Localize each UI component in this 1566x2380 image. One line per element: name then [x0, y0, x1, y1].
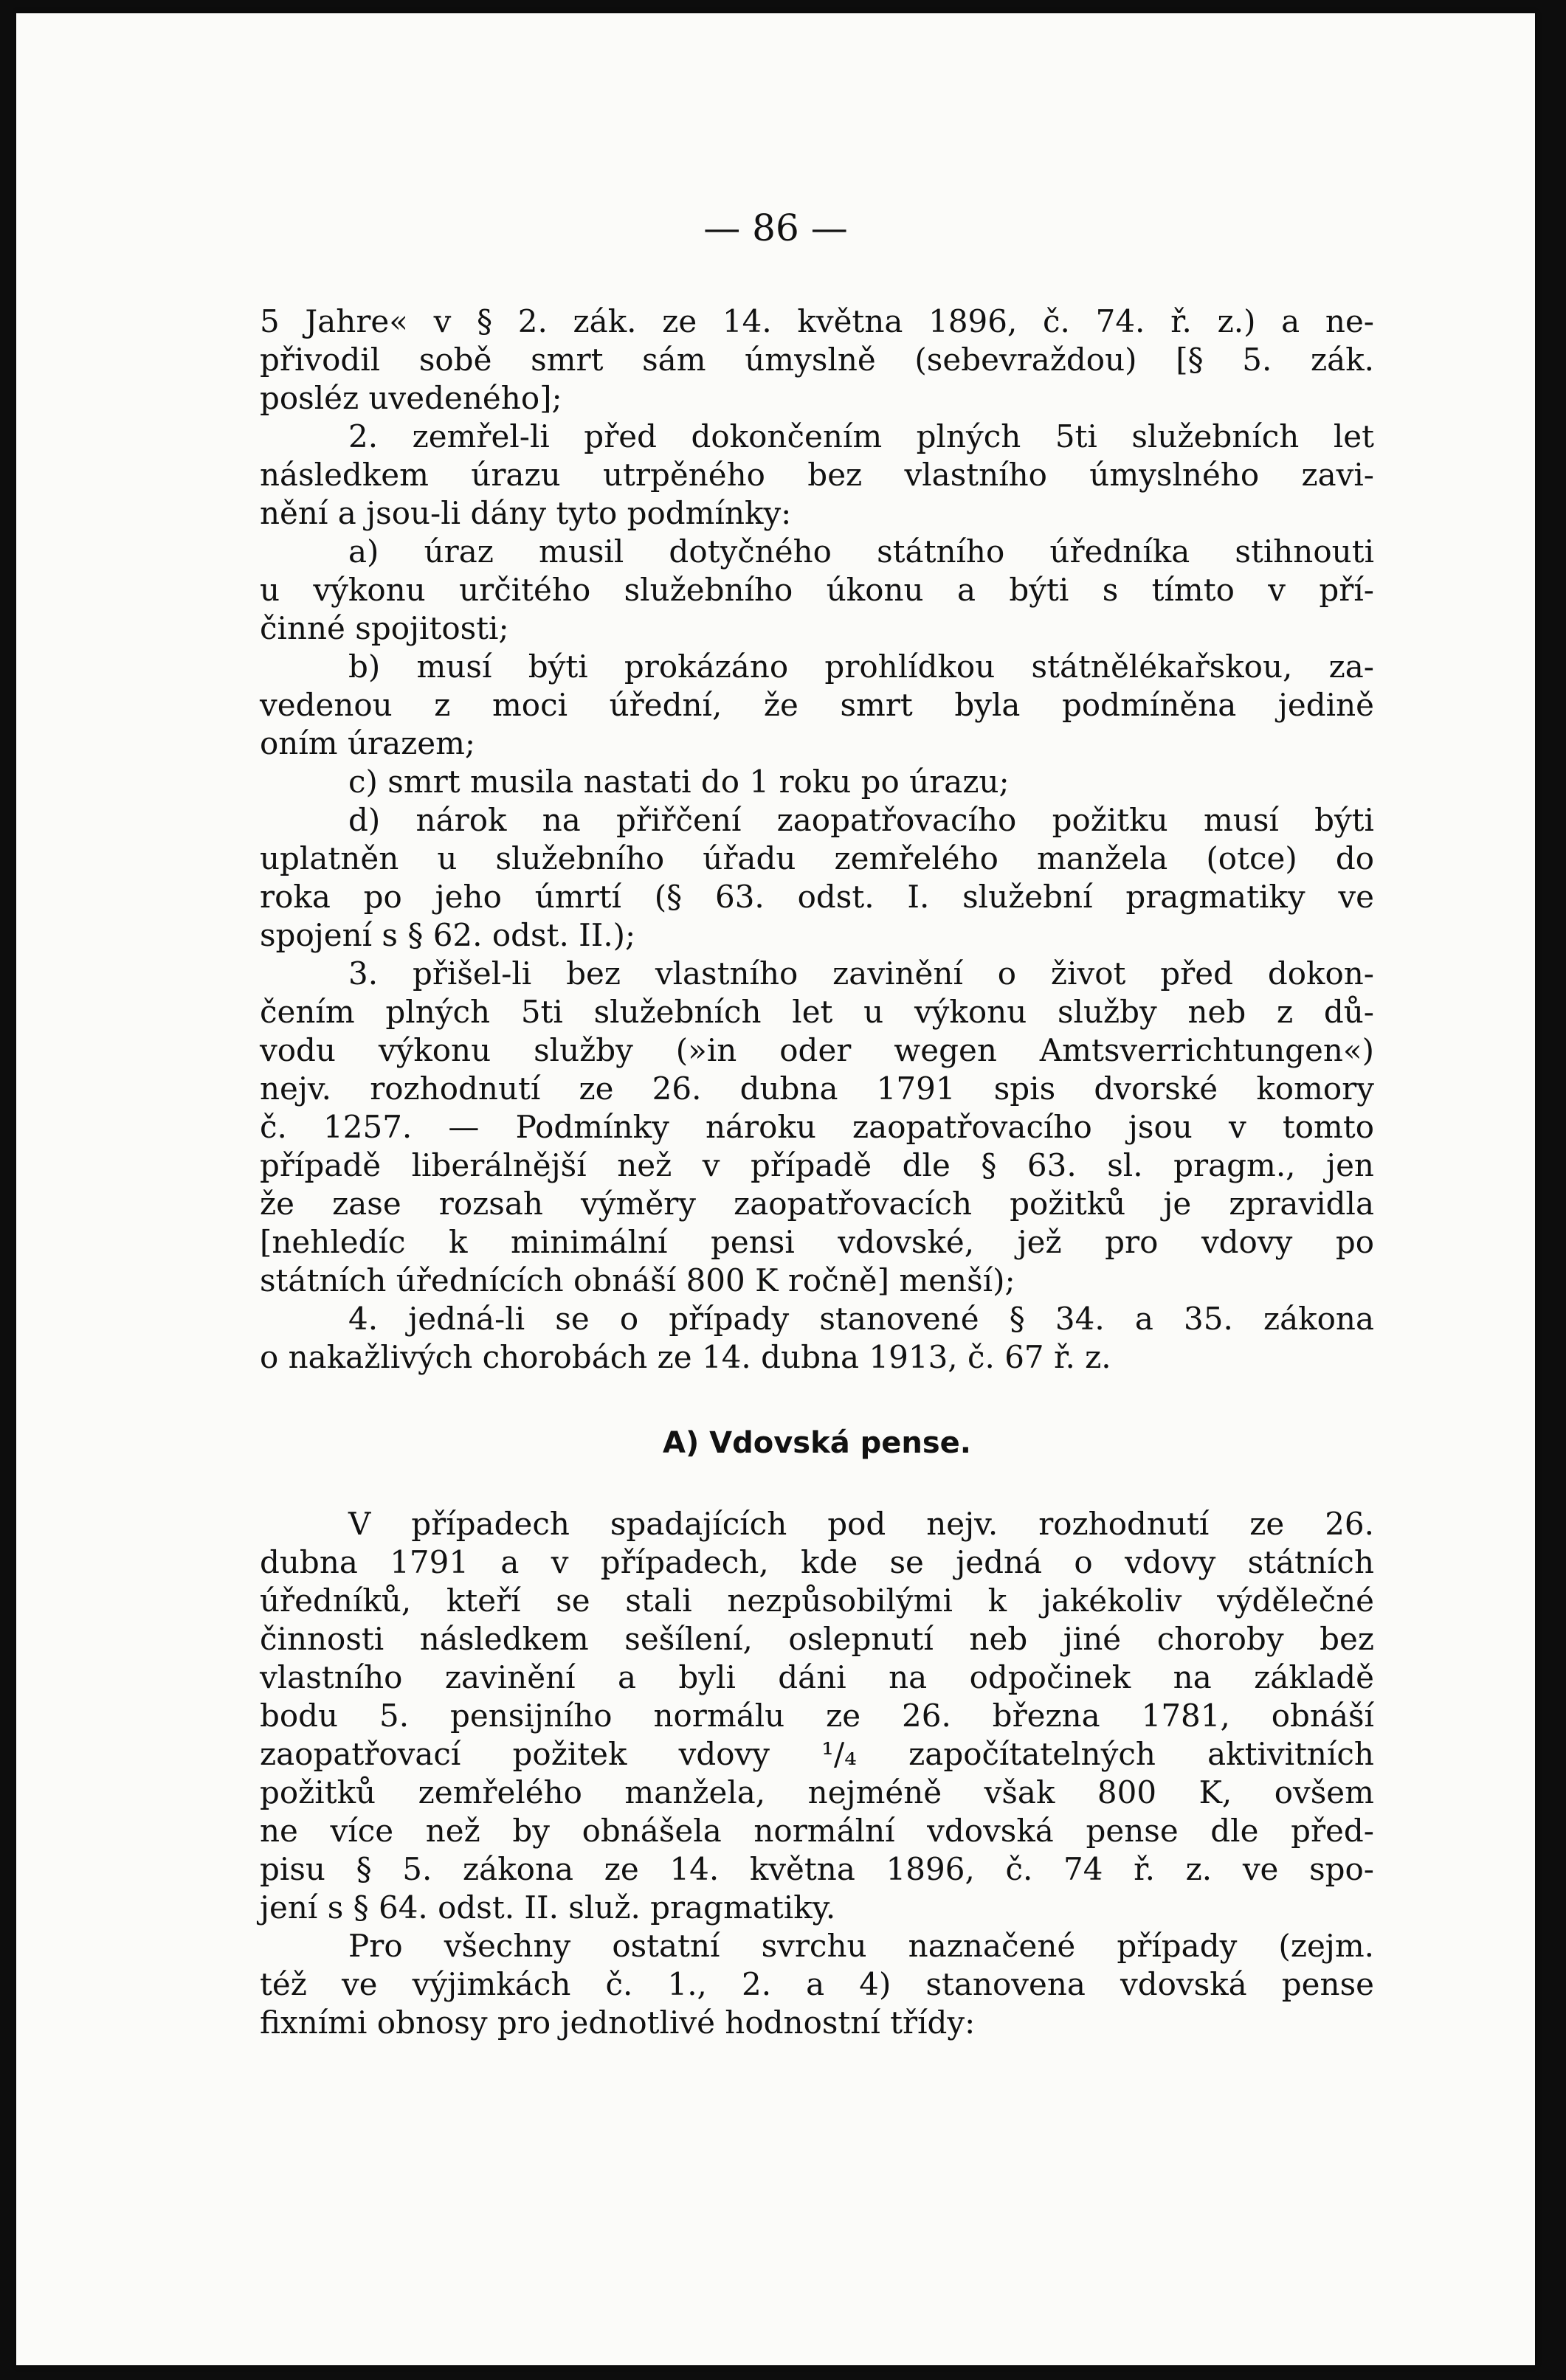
text-line: roka po jeho úmrtí (§ 63. odst. I. služební pragmatiky ve	[260, 879, 1374, 915]
text-line: a) úraz musil dotyčného státního úředníka stihnouti	[348, 533, 1374, 570]
text-line: 2. zemřel-li před dokončením plných 5ti služebních let	[348, 418, 1374, 454]
text-line: uplatněn u služebního úřadu zemřelého manžela (otce) do	[260, 840, 1374, 876]
paragraph-item-2	[260, 418, 1374, 533]
text-line: úředníků, kteří se stali nezpůsobilými k jakékoliv výdělečné	[260, 1582, 1374, 1619]
text-line: [nehledíc k minimální pensi vdovské, jež pro vdovy po	[260, 1224, 1374, 1260]
text-line: následkem úrazu utrpěného bez vlastního úmyslného zavi-	[260, 457, 1374, 493]
text-line: dubna 1791 a v případech, kde se jedná o vdovy státních	[260, 1544, 1374, 1580]
text-line: o nakažlivých chorobách ze 14. dubna 1913, č. 67 ř. z.	[260, 1339, 1111, 1375]
text-line: 5 Jahre« v § 2. zák. ze 14. května 1896, č. 74. ř. z.) a ne-	[260, 303, 1374, 339]
paragraph-continuation	[260, 302, 1374, 418]
text-line: vedenou z moci úřední, že smrt byla podmíněna jedině	[260, 687, 1374, 723]
paragraph-fixed-amounts	[260, 1927, 1374, 2042]
text-line: čením plných 5ti služebních let u výkonu služby neb z dů-	[260, 994, 1374, 1030]
text-line: bodu 5. pensijního normálu ze 26. března 1781, obnáší	[260, 1698, 1374, 1734]
text-line: d) nárok na přiřčení zaopatřovacího požitku musí býti	[348, 802, 1374, 838]
paragraph-item-b	[260, 648, 1374, 763]
text-line: jení s § 64. odst. II. služ. pragmatiky.	[260, 1889, 836, 1926]
text-line: b) musí býti prokázáno prohlídkou státnělékařskou, za-	[348, 648, 1374, 685]
text-line: č. 1257. — Podmínky nároku zaopatřovacího jsou v tomto	[260, 1109, 1374, 1145]
paragraph-widow-pension	[260, 1505, 1374, 1927]
text-line: Pro všechny ostatní svrchu naznačené případy (zejm.	[348, 1928, 1374, 1964]
paragraph-item-3	[260, 955, 1374, 1300]
paragraph-item-c	[260, 763, 1374, 801]
text-line: spojení s § 62. odst. II.);	[260, 917, 636, 953]
text-line: státních úřednících obnáší 800 K ročně] menší);	[260, 1262, 1015, 1298]
text-line: 4. jedná-li se o případy stanovené § 34. a 35. zákona	[348, 1301, 1374, 1337]
text-line: posléz uvedeného];	[260, 380, 562, 416]
paragraph-item-a	[260, 533, 1374, 648]
text-line: vodu výkonu služby (»in oder wegen Amtsverrichtungen«)	[260, 1032, 1374, 1068]
text-line: 3. přišel-li bez vlastního zavinění o život před dokon-	[348, 955, 1374, 992]
section-heading: A) Vdovská pense.	[662, 1426, 971, 1460]
text-line: činné spojitosti;	[260, 610, 509, 646]
text-line: ne více než by obnášela normální vdovská pense dle před-	[260, 1813, 1374, 1849]
text-line: c) smrt musila nastati do 1 roku po úrazu;	[348, 764, 1010, 800]
paragraph-item-d	[260, 801, 1374, 955]
text-line: u výkonu určitého služebního úkonu a býti s tímto v pří-	[260, 572, 1374, 608]
text-line: oním úrazem;	[260, 725, 476, 761]
text-line: činnosti následkem sešílení, oslepnutí neb jiné choroby bez	[260, 1621, 1374, 1657]
text-line: požitků zemřelého manžela, nejméně však 800 K, ovšem	[260, 1774, 1374, 1810]
text-line: zaopatřovací požitek vdovy ¹/₄ započítatelných aktivitních	[260, 1736, 1374, 1772]
paragraph-item-4	[260, 1300, 1374, 1377]
text-line: V případech spadajících pod nejv. rozhodnutí ze 26.	[348, 1506, 1374, 1542]
text-line: že zase rozsah výměry zaopatřovacích požitků je zpravidla	[260, 1186, 1374, 1222]
text-line: přivodil sobě smrt sám úmyslně (sebevraždou) [§ 5. zák.	[260, 342, 1374, 378]
text-line: vlastního zavinění a byli dáni na odpočinek na základě	[260, 1659, 1374, 1695]
text-line: nejv. rozhodnutí ze 26. dubna 1791 spis dvorské komory	[260, 1070, 1374, 1107]
text-line: též ve výjimkách č. 1., 2. a 4) stanovena vdovská pense	[260, 1966, 1374, 2002]
page-number: — 86 —	[703, 207, 848, 249]
page-text	[260, 302, 1374, 2042]
text-line: pisu § 5. zákona ze 14. května 1896, č. 74 ř. z. ve spo-	[260, 1851, 1374, 1887]
text-line: nění a jsou-li dány tyto podmínky:	[260, 495, 792, 531]
text-line: případě liberálnější než v případě dle § 63. sl. pragm., jen	[260, 1147, 1374, 1183]
book-page	[16, 13, 1535, 2365]
text-line: fixními obnosy pro jednotlivé hodnostní třídy:	[260, 2004, 976, 2041]
